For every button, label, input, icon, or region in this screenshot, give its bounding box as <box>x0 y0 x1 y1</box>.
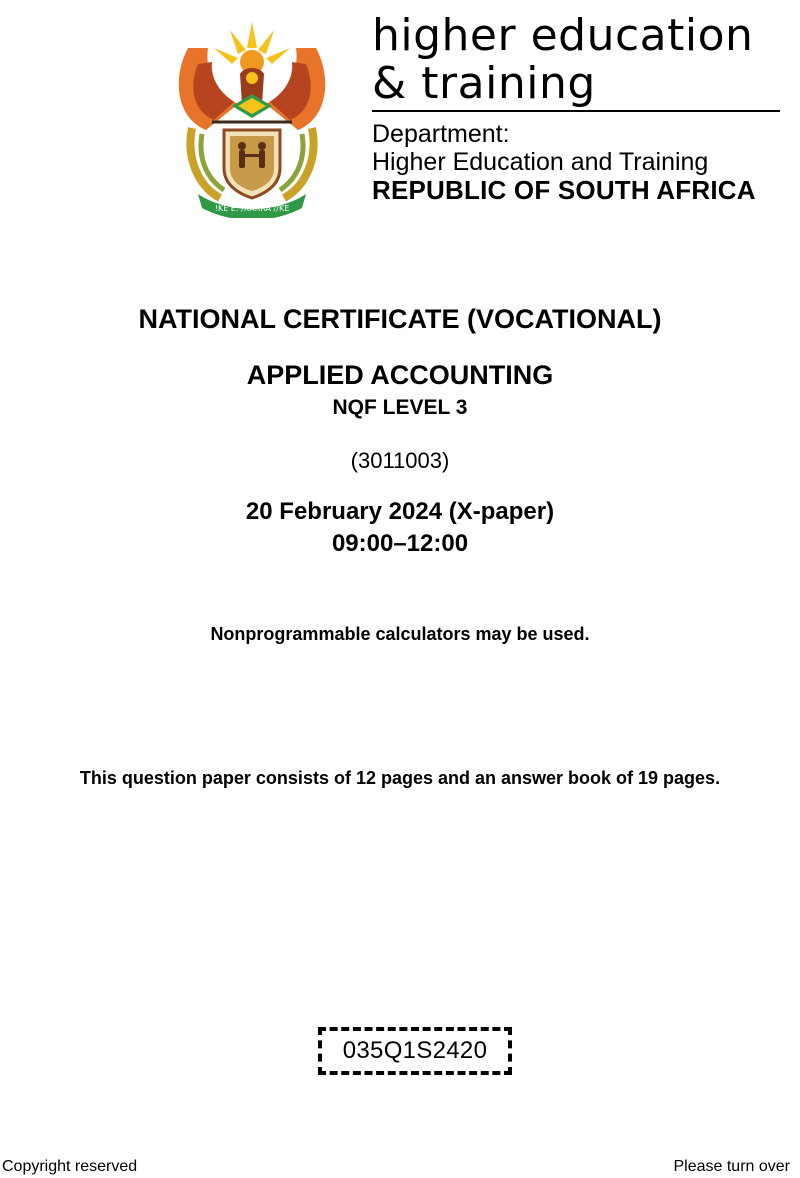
copyright-note: Copyright reserved <box>2 1158 138 1175</box>
brand-title-line1: higher education <box>372 10 754 61</box>
certificate-title: NATIONAL CERTIFICATE (VOCATIONAL) <box>138 304 662 334</box>
brand-divider <box>372 110 780 112</box>
paper-id: 035Q1S2420 <box>342 1037 488 1064</box>
exam-time: 09:00–12:00 <box>331 530 469 557</box>
calculator-note: Nonprogrammable calculators may be used. <box>210 624 590 644</box>
pages-note: This question paper consists of 12 pages and an answer book of 19 pages. <box>79 768 721 788</box>
subject-title: APPLIED ACCOUNTING <box>246 360 554 390</box>
turn-over-note: Please turn over <box>673 1158 790 1175</box>
paper-id-box <box>318 1027 512 1075</box>
nqf-level: NQF LEVEL 3 <box>332 396 468 419</box>
coat-of-arms-icon <box>168 18 336 218</box>
exam-date: 20 February 2024 (X-paper) <box>245 498 555 525</box>
country-name: REPUBLIC OF SOUTH AFRICA <box>372 175 756 205</box>
department-label: Department: <box>372 120 510 148</box>
motto-text: !KE E: /XARRA //KE <box>214 204 290 213</box>
brand-title-line2: & training <box>372 58 596 109</box>
department-name: Higher Education and Training <box>372 148 709 176</box>
subject-code: (3011003) <box>350 448 450 473</box>
